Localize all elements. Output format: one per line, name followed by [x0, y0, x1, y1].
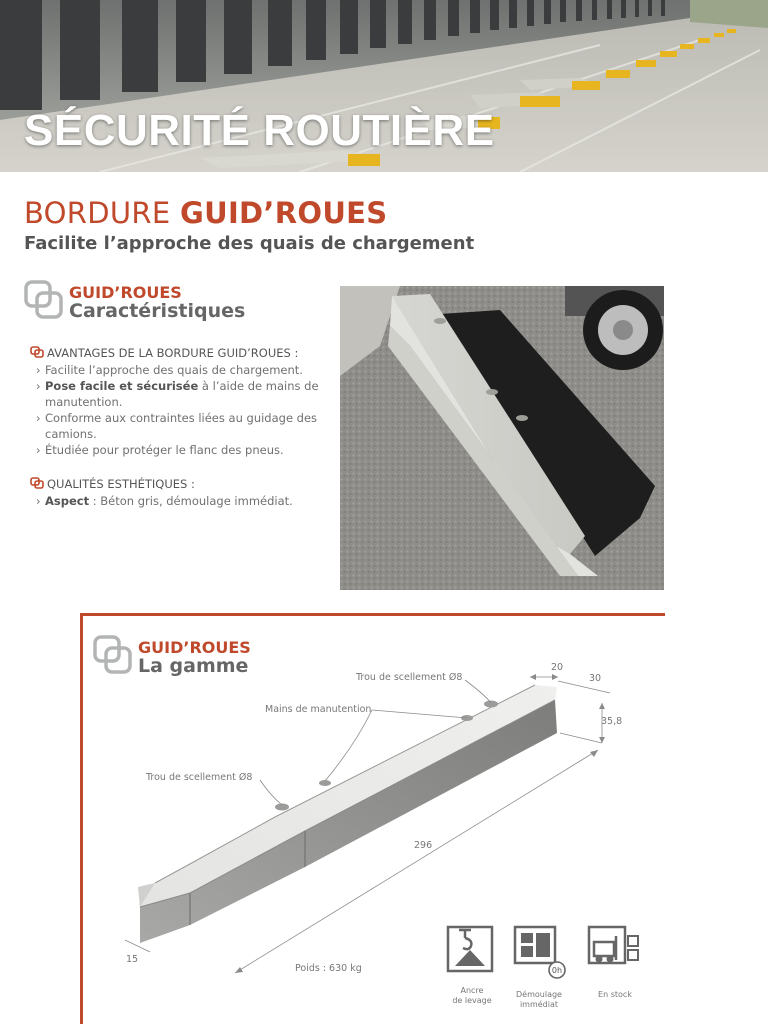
lifting-anchor	[442, 924, 498, 974]
immediate-demoulding	[512, 924, 568, 980]
section-logo-icon	[24, 280, 64, 320]
product-subtitle: Facilite l’approche des quais de chargement	[24, 233, 475, 254]
aesthetics-list	[36, 493, 326, 509]
characteristics-brand: GUID’ROUES	[69, 283, 182, 302]
product-title-light: BORDURE	[24, 196, 181, 230]
red-squares-icon	[30, 346, 44, 358]
advantages-list	[36, 362, 326, 458]
label-handles: Mains de manutention	[265, 704, 372, 715]
list-item: › Facilite l’approche des quais de chargement.	[36, 362, 326, 378]
list-item: › Aspect : Béton gris, démoulage immédiat.	[36, 493, 326, 509]
hero-banner	[0, 0, 768, 172]
label-hole-top: Trou de scellement Ø8	[356, 672, 463, 683]
aesthetics-heading	[30, 477, 195, 491]
dim-top: 20	[551, 662, 564, 673]
immediate-demoulding-label: Démoulage immédiat	[516, 990, 562, 1009]
red-squares-icon	[30, 477, 44, 489]
product-title-bold: GUID’ROUES	[180, 196, 388, 230]
label-hole-left: Trou de scellement Ø8	[146, 772, 253, 783]
product-title	[24, 196, 387, 230]
dim-length: 296	[414, 840, 433, 851]
banner-title: SÉCURITÉ ROUTIÈRE	[24, 106, 495, 155]
in-stock	[586, 924, 642, 980]
in-stock-forklift-icon	[586, 924, 642, 980]
list-item: › Conforme aux contraintes liées au guidage des camions.	[36, 410, 326, 442]
list-item: › Pose facile et sécurisée à l’aide de mains de manutention.	[36, 378, 326, 410]
range-brand: GUID’ROUES	[138, 638, 251, 657]
range-frame-left	[80, 613, 83, 1024]
dim-end: 15	[126, 954, 139, 965]
zero-hour-badge: 0h	[551, 966, 563, 975]
lifting-anchor-label: Ancre de levage	[452, 986, 492, 1005]
immediate-demoulding-icon	[512, 924, 568, 980]
product-photo	[340, 286, 664, 590]
weight-label: Poids : 630 kg	[295, 963, 362, 974]
advantages-title: AVANTAGES DE LA BORDURE GUID’ROUES :	[47, 346, 299, 360]
range-frame-top	[80, 613, 665, 616]
characteristics-heading: Caractéristiques	[69, 300, 246, 322]
curb-photo-image	[340, 286, 664, 590]
range-heading: La gamme	[138, 655, 249, 677]
list-item: › Étudiée pour protéger le flanc des pneus.	[36, 442, 326, 458]
lifting-anchor-icon	[445, 924, 495, 974]
in-stock-label: En stock	[598, 990, 632, 999]
dim-height: 35,8	[601, 716, 623, 727]
dim-width: 30	[589, 673, 602, 684]
aesthetics-title: QUALITÉS ESTHÉTIQUES :	[47, 477, 195, 491]
advantages-heading	[30, 346, 298, 360]
